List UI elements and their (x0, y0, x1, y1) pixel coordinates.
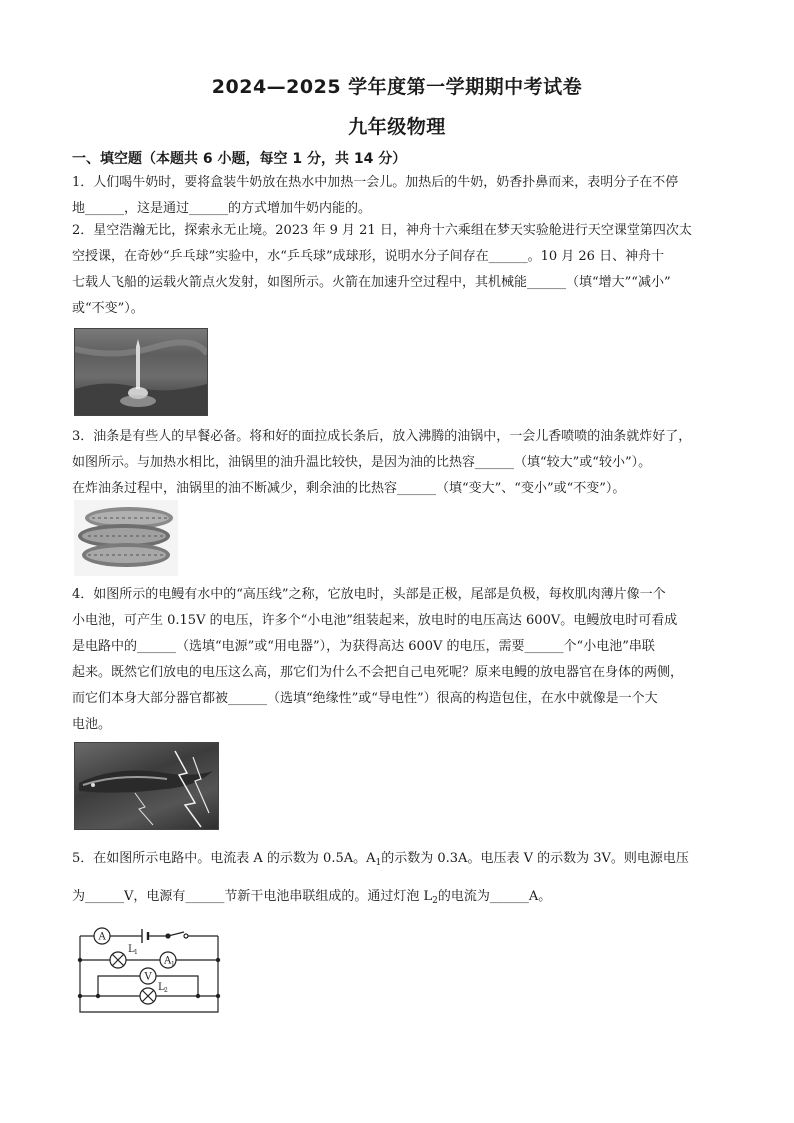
lamp-l1-subscript: 1 (134, 949, 138, 956)
question-4-line-4: 起来。既然它们放电的电压这么高，那它们为什么不会把自己电死呢？原来电鳗的放电器官在身体的两侧， (72, 665, 684, 680)
section-heading: 一、填空题（本题共 6 小题，每空 1 分，共 14 分） (72, 151, 407, 167)
lamp-l1-label: L (128, 944, 135, 955)
question-4 (72, 582, 724, 738)
question-3-line-3: 在炸油条过程中，油锅里的油不断减少，剩余油的比热容______（填“变大”、“变小”或“不变”）。 (72, 481, 626, 496)
ammeter-a1-label: A (164, 955, 172, 967)
ammeter-a-label: A (98, 931, 106, 943)
question-5-line-2: 为______V，电源有______节新干电池串联组成的。通过灯泡 $L_2$的电流为______A。 (72, 889, 552, 906)
switch-contact-icon (184, 934, 188, 938)
question-2-line-3: 七载人飞船的运载火箭点火发射，如图所示。火箭在加速升空过程中，其机械能______（填“增大”“减小” (72, 275, 671, 290)
fried-dough-illustration (74, 500, 178, 576)
question-2-line-4: 或“不变”）。 (72, 301, 144, 316)
question-2-line-2: 空授课，在奇妙“乒乓球”实验中，水“乒乓球”成球形，说明水分子间存在______。10 月 26 日、神舟十 (72, 249, 665, 264)
ammeter-a1-subscript: 1 (171, 961, 175, 968)
question-3-line-2: 如图所示。与加热水相比，油锅里的油升温比较快，是因为油的比热容______（填“较大”或“较小”）。 (72, 455, 652, 470)
lamp-l2-subscript: 2 (164, 987, 168, 994)
rocket-launch-photo (74, 328, 208, 416)
question-1 (72, 170, 724, 222)
switch-lever-icon (168, 932, 184, 936)
question-4-line-3: 是电路中的______（选填“电源”或“用电器”），为获得高达 600V 的电压，需要______个“小电池”串联 (72, 639, 655, 654)
question-5-line-1: 5．在如图所示电路中。电流表 A 的示数为 0.5A。$A_1$的示数为 0.3A。电压表 V 的示数为 3V。则电源电压 (72, 851, 689, 868)
question-5 (72, 846, 724, 876)
voltmeter-label: V (144, 971, 152, 983)
question-1-line-2: 地______，这是通过______的方式增加牛奶内能的。 (72, 201, 372, 216)
exam-subject: 九年级物理 (348, 116, 446, 138)
question-2 (72, 218, 724, 322)
fried-dough-sticks-photo (74, 500, 178, 576)
exam-title: 2024—2025 学年度第一学期期中考试卷 (211, 76, 583, 98)
electric-eel-illustration (75, 743, 218, 829)
question-1-line-1: 1．人们喝牛奶时，要将盒装牛奶放在热水中加热一会儿。加热后的牛奶，奶香扑鼻而来，表明分子在不停 (72, 175, 679, 190)
question-2-line-1: 2．星空浩瀚无比，探索永无止境。2023 年 9 月 21 日，神舟十六乘组在梦天实验舱进行天空课堂第四次太 (72, 223, 692, 238)
question-5-continued (72, 884, 724, 914)
question-3-line-1: 3．油条是有些人的早餐必备。将和好的面拉成长条后，放入沸腾的油锅中，一会儿香喷喷的油条就炸好了， (72, 429, 692, 444)
circuit-diagram (72, 924, 232, 1016)
question-3 (72, 424, 724, 502)
electric-eel-photo (74, 742, 219, 830)
lamp-l2-label: L (158, 982, 165, 993)
question-4-line-2: 小电池，可产生 0.15V 的电压，许多个“小电池”组装起来，放电时的电压高达 600V。电鳗放电时可看成 (72, 613, 678, 628)
question-4-line-1: 4．如图所示的电鳗有水中的“高压线”之称，它放电时，头部是正极，尾部是负极，每枚肌肉薄片像一个 (72, 587, 666, 602)
question-4-line-5: 而它们本身大部分器官都被______（选填“绝缘性”或“导电性”）很高的构造包住，在水中就像是一个大 (72, 691, 658, 706)
question-4-line-6: 电池。 (72, 717, 112, 732)
rocket-launch-illustration (75, 329, 207, 415)
